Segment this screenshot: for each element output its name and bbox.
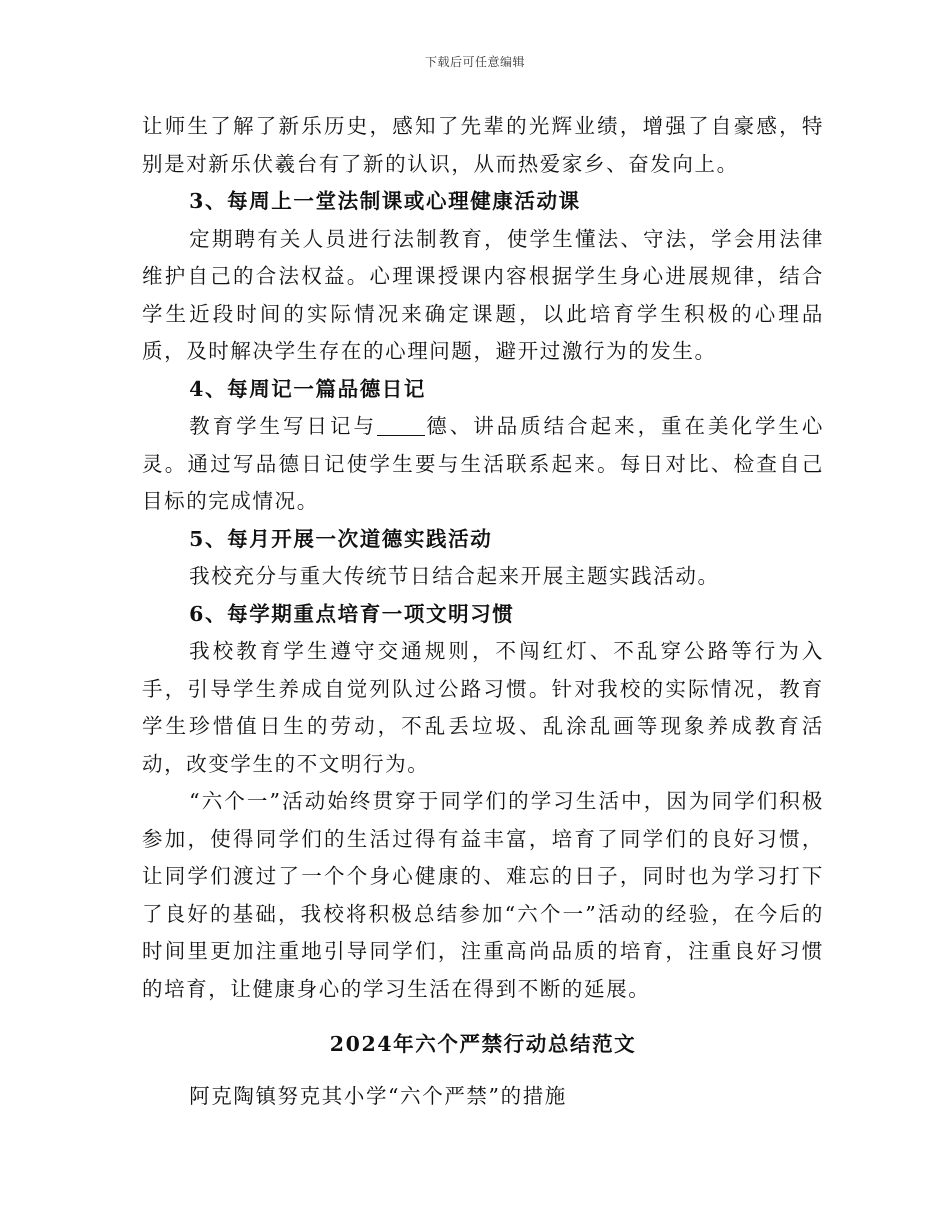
paragraph-habit: 我校教育学生遵守交通规则，不闯红灯、不乱穿公路等行为入手，引导学生养成自觉列队过公路习惯。针对我校的实际情况，教育学生珍惜值日生的劳动，不乱丢垃圾、乱涂乱画等现象养成教育活动，改变学生的不文明行为。 [142, 639, 824, 776]
paragraph-summary: “六个一”活动始终贯穿于同学们的学习生活中，因为同学们积极参加，使得同学们的生活过得有益丰富，培育了同学们的良好习惯，让同学们渡过了一个个身心健康的、难忘的日子，同时也为学习打下了良好的基础，我校将积极总结参加“六个一”活动的经验，在今后的时间里更加注重地引导同学们，注重高尚品质的培育，注重良好习惯的培育，让健康身心的学习生活在得到不断的延展。 [142, 789, 824, 1001]
diary-text-before: 教育学生写日记与 [189, 414, 377, 438]
paragraph-practice: 我校充分与重大传统节日结合起来开展主题实践活动。 [189, 564, 720, 588]
heading-habit: 6、每学期重点培育一项文明习惯 [189, 601, 515, 626]
paragraph-measures: 阿克陶镇努克其小学“六个严禁”的措施 [189, 1083, 567, 1108]
section-title: 2024年六个严禁行动总结范文 [329, 1032, 637, 1056]
heading-diary: 4、每周记一篇品德日记 [189, 376, 427, 401]
heading-law-class: 3、每周上一堂法制课或心理健康活动课 [189, 189, 581, 213]
heading-practice: 5、每月开展一次道德实践活动 [189, 526, 493, 551]
fill-blank [377, 415, 425, 437]
document-body [142, 108, 824, 1115]
paragraph-history: 让师生了解了新乐历史，感知了先辈的光辉业绩，增强了自豪感，特别是对新乐伏羲台有了新的认识，从而热爱家乡、奋发向上。 [142, 114, 824, 176]
diary-text-after: 德、讲品质结合起来，重在美化学生心灵。通过写品德日记使学生要与生活联系起来。每日对比、检查自己目标的完成情况。 [142, 414, 824, 513]
page-header-note: 下载后可任意编辑 [424, 55, 525, 69]
paragraph-law-class: 定期聘有关人员进行法制教育，使学生懂法、守法，学会用法律维护自己的合法权益。心理课授课内容根据学生身心进展规律，结合学生近段时间的实际情况来确定课题，以此培育学生积极的心理品质，及时解决学生存在的心理问题，避开过激行为的发生。 [142, 226, 824, 363]
paragraph-diary [142, 408, 824, 521]
